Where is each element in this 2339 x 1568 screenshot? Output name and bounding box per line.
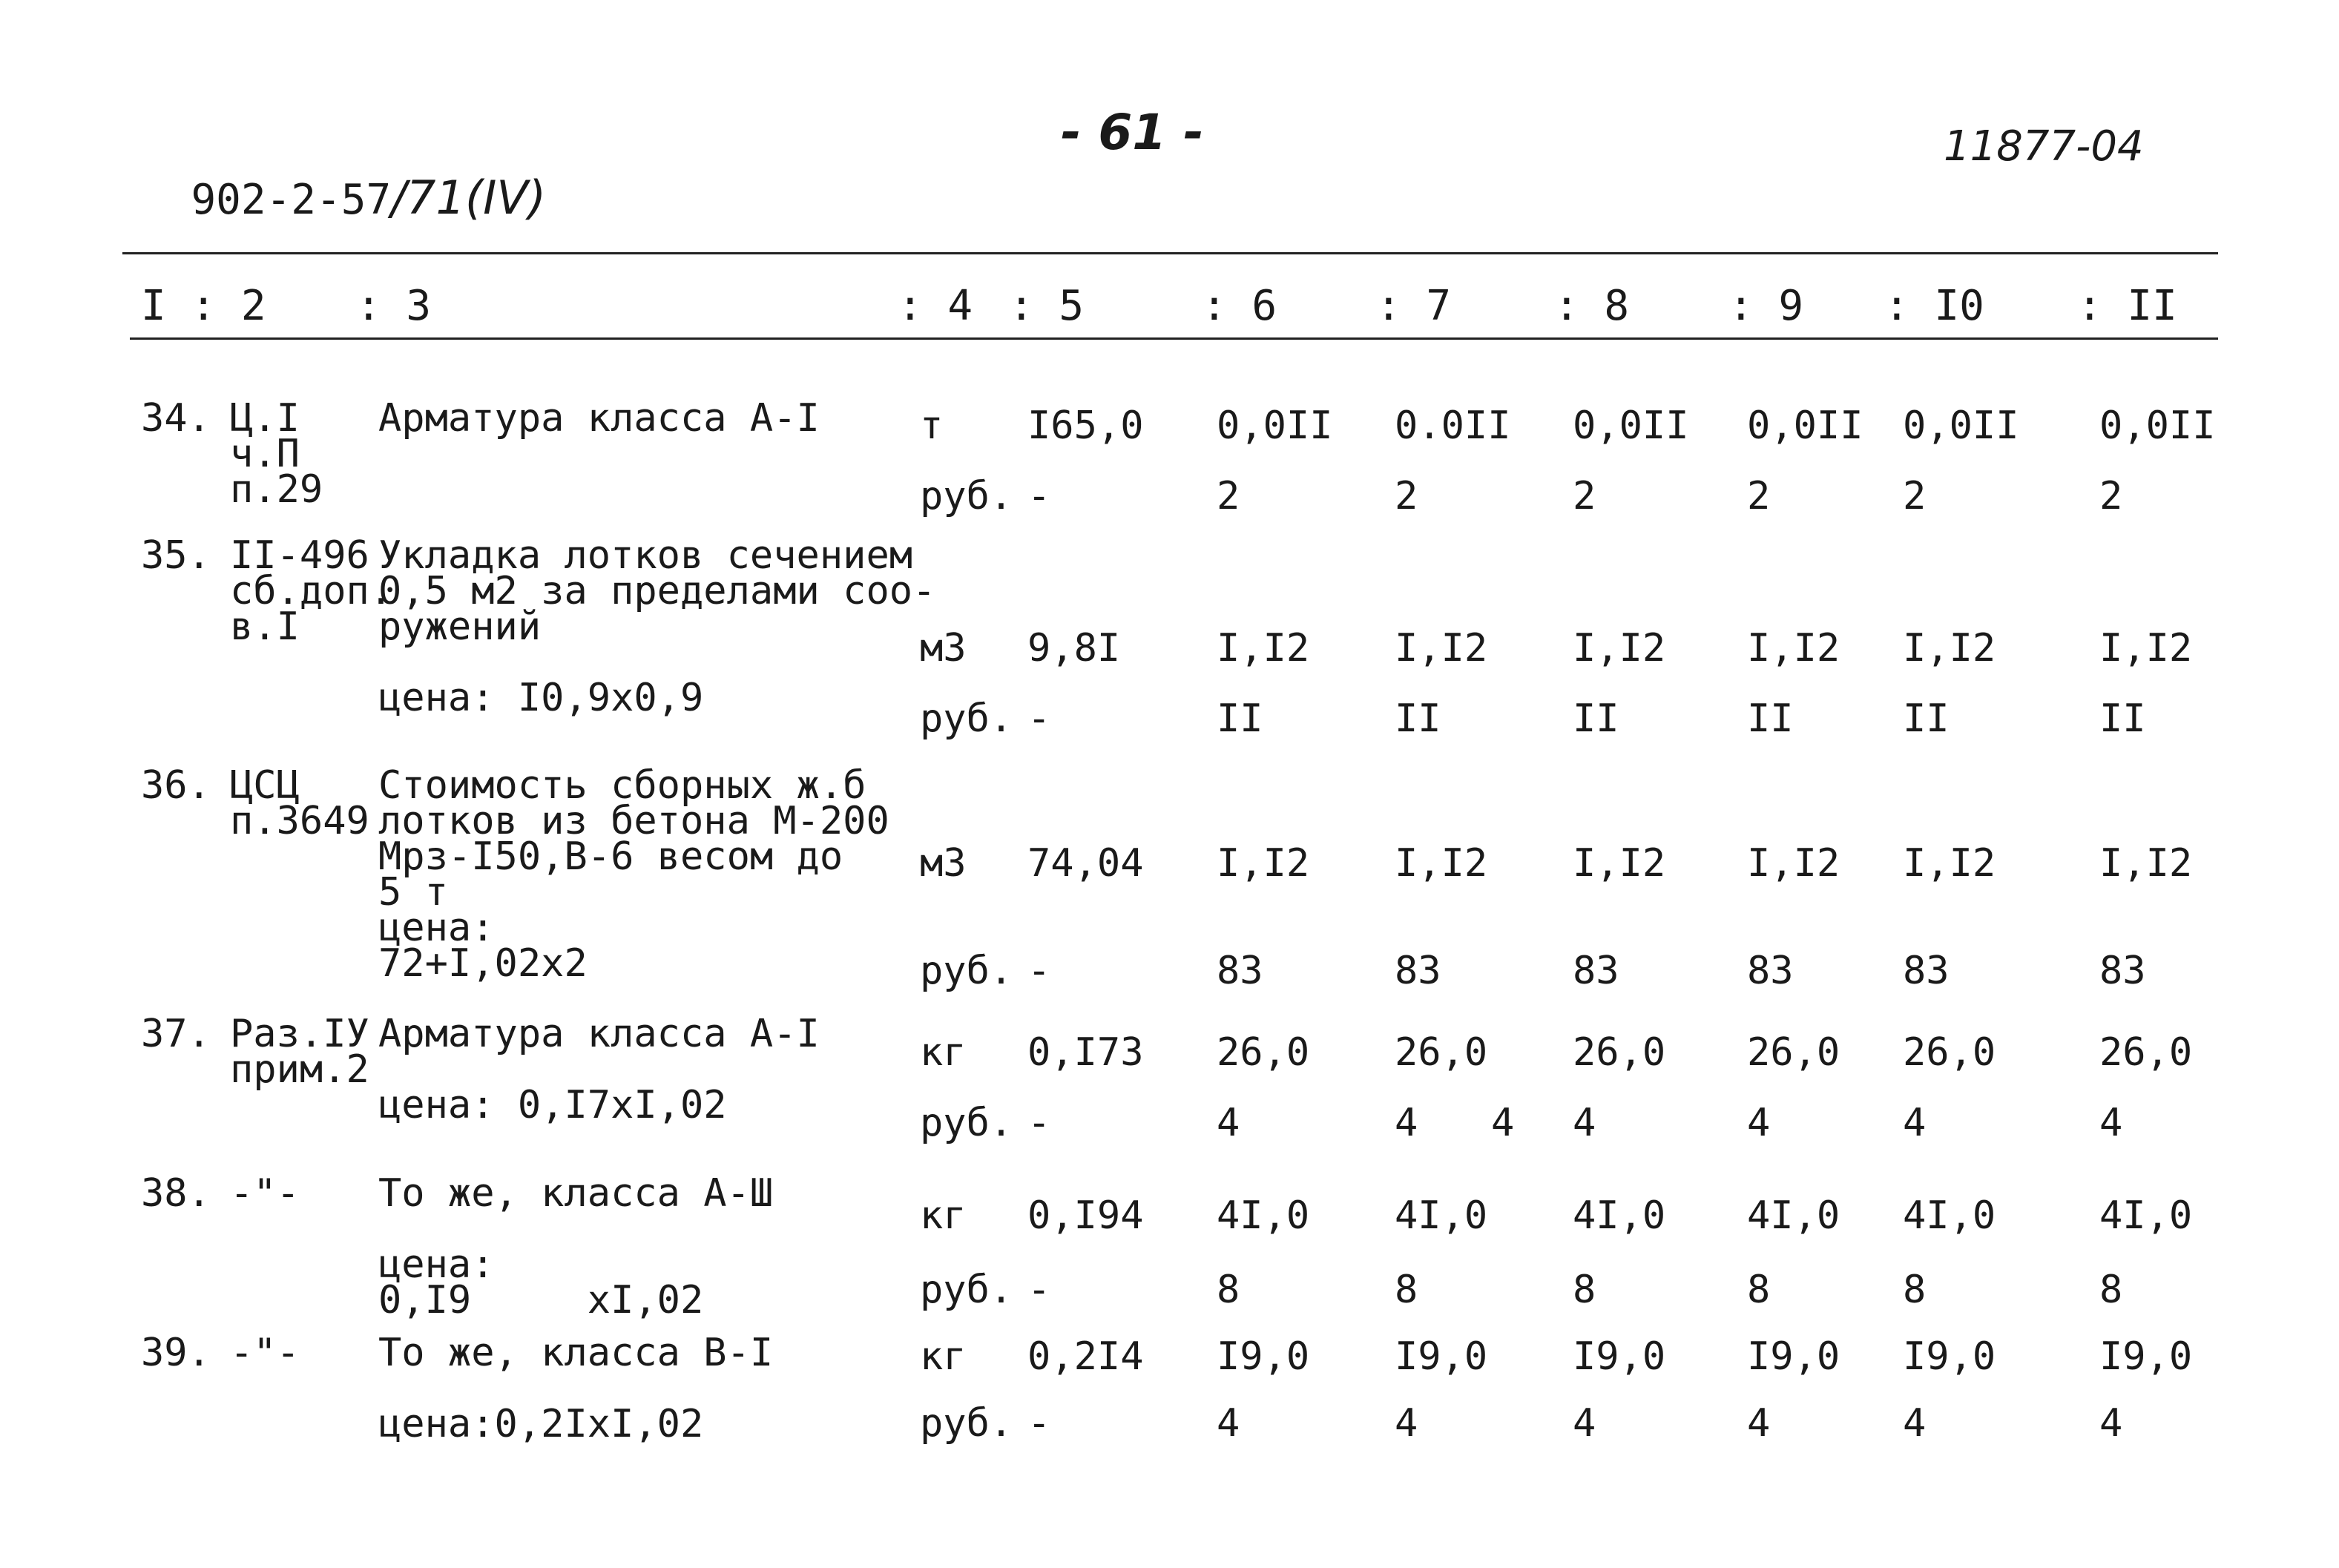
- description-line: Арматура класса А-I: [378, 1012, 820, 1056]
- value-cell: I,I2: [1747, 841, 1840, 886]
- value-cell: II: [1903, 696, 1950, 741]
- value-cell: 0,0II: [1573, 403, 1689, 448]
- reference-line: п.3649: [230, 799, 369, 843]
- row-number: 38.: [141, 1171, 211, 1216]
- reference-line: ч.П: [230, 432, 300, 476]
- description-line: цена: I0,9x0,9: [378, 676, 704, 720]
- value-cell: II: [2099, 696, 2146, 741]
- norm-cell: -: [1027, 1101, 1051, 1145]
- value-cell: 2: [1217, 474, 1240, 518]
- value-cell: 26,0: [1903, 1030, 1996, 1075]
- row-number: 39.: [141, 1331, 211, 1375]
- row-number: 36.: [141, 763, 211, 808]
- description-line: Стоимость сборных ж.б: [378, 763, 866, 808]
- reference-line: п.29: [230, 467, 323, 512]
- norm-cell: -: [1027, 474, 1051, 518]
- row-number: 34.: [141, 396, 211, 441]
- unit-cell: руб.: [920, 1268, 1013, 1312]
- value-cell: 83: [1217, 949, 1263, 993]
- stray-mark: 4: [1491, 1101, 1515, 1145]
- value-cell: 4: [1573, 1101, 1596, 1145]
- value-cell: I9,0: [1217, 1334, 1310, 1379]
- description-line: Укладка лотков сечением: [378, 533, 913, 578]
- norm-cell: 74,04: [1027, 841, 1144, 886]
- value-cell: I,I2: [2099, 841, 2193, 886]
- reference-line: Ц.I: [230, 396, 300, 441]
- column-header-5: : 5: [1009, 282, 1085, 330]
- value-cell: 8: [1217, 1268, 1240, 1312]
- value-cell: 2: [1395, 474, 1418, 518]
- description-line: 0,5 м2 за пределами соо-: [378, 569, 936, 613]
- value-cell: 83: [1747, 949, 1794, 993]
- value-cell: 4: [1217, 1401, 1240, 1446]
- reference-line: сб.доп.: [230, 569, 393, 613]
- value-cell: II: [1747, 696, 1794, 741]
- unit-cell: м3: [920, 626, 967, 671]
- value-cell: 0,0II: [1217, 403, 1333, 448]
- value-cell: 2: [1903, 474, 1927, 518]
- description-line: 5 т: [378, 870, 448, 915]
- value-cell: 8: [1903, 1268, 1927, 1312]
- reference-line: прим.2: [230, 1047, 369, 1092]
- value-cell: 0,0II: [1903, 403, 2019, 448]
- value-cell: II: [1573, 696, 1619, 741]
- value-cell: 4I,0: [1573, 1193, 1666, 1238]
- value-cell: I,I2: [1395, 841, 1488, 886]
- value-cell: 26,0: [1747, 1030, 1840, 1075]
- value-cell: I,I2: [1573, 626, 1666, 671]
- reference-number: 11877-04: [1944, 122, 2144, 171]
- unit-cell: м3: [920, 841, 967, 886]
- norm-cell: -: [1027, 1268, 1051, 1312]
- unit-cell: кг: [920, 1193, 967, 1238]
- norm-cell: 0,I94: [1027, 1193, 1144, 1238]
- norm-cell: -: [1027, 1401, 1051, 1446]
- reference-line: ЦСЦ: [230, 763, 300, 808]
- column-header-8: : 8: [1554, 282, 1630, 330]
- value-cell: I,I2: [2099, 626, 2193, 671]
- value-cell: 4I,0: [1903, 1193, 1996, 1238]
- value-cell: 4: [1217, 1101, 1240, 1145]
- unit-cell: кг: [920, 1030, 967, 1075]
- description-line: цена: 0,I7xI,02: [378, 1083, 727, 1127]
- value-cell: 2: [1573, 474, 1596, 518]
- document-code-printed: 902-2-57: [191, 176, 392, 224]
- reference-line: -"-: [230, 1171, 300, 1216]
- unit-cell: руб.: [920, 1101, 1013, 1145]
- unit-cell: руб.: [920, 696, 1013, 741]
- value-cell: 2: [2099, 474, 2123, 518]
- unit-cell: кг: [920, 1334, 967, 1379]
- value-cell: 4: [1903, 1101, 1927, 1145]
- value-cell: I,I2: [1395, 626, 1488, 671]
- value-cell: 26,0: [1573, 1030, 1666, 1075]
- value-cell: I9,0: [1573, 1334, 1666, 1379]
- reference-line: в.I: [230, 605, 300, 649]
- unit-cell: руб.: [920, 1401, 1013, 1446]
- value-cell: 4I,0: [1217, 1193, 1310, 1238]
- column-header-1-2: I : 2: [141, 282, 266, 330]
- value-cell: I,I2: [1217, 626, 1310, 671]
- value-cell: 4: [2099, 1101, 2123, 1145]
- norm-cell: 9,8I: [1027, 626, 1121, 671]
- value-cell: I9,0: [1747, 1334, 1840, 1379]
- value-cell: 4: [1903, 1401, 1927, 1446]
- row-number: 37.: [141, 1012, 211, 1056]
- value-cell: I9,0: [1395, 1334, 1488, 1379]
- description-line: цена:: [378, 906, 495, 950]
- reference-line: Раз.IУ: [230, 1012, 369, 1056]
- unit-cell: т: [920, 403, 944, 448]
- row-number: 35.: [141, 533, 211, 578]
- value-cell: 4I,0: [1747, 1193, 1840, 1238]
- column-header-3: : 3: [356, 282, 432, 330]
- description-line: цена:: [378, 1242, 495, 1287]
- column-header-9: : 9: [1728, 282, 1804, 330]
- unit-cell: руб.: [920, 474, 1013, 518]
- value-cell: I,I2: [1903, 841, 1996, 886]
- description-line: ружений: [378, 605, 542, 649]
- description-line: Арматура класса А-I: [378, 396, 820, 441]
- value-cell: 4: [1395, 1401, 1418, 1446]
- value-cell: I,I2: [1217, 841, 1310, 886]
- norm-cell: I65,0: [1027, 403, 1144, 448]
- value-cell: 4: [1395, 1101, 1418, 1145]
- value-cell: I,I2: [1573, 841, 1666, 886]
- value-cell: 26,0: [1395, 1030, 1488, 1075]
- value-cell: 8: [2099, 1268, 2123, 1312]
- value-cell: I,I2: [1903, 626, 1996, 671]
- value-cell: 2: [1747, 474, 1771, 518]
- value-cell: 8: [1573, 1268, 1596, 1312]
- page-number: - 61 -: [1061, 104, 1204, 161]
- value-cell: 26,0: [1217, 1030, 1310, 1075]
- value-cell: 26,0: [2099, 1030, 2193, 1075]
- description-line: лотков из бетона М-200: [378, 799, 889, 843]
- column-header-10: : I0: [1884, 282, 1984, 330]
- value-cell: 4: [1747, 1401, 1771, 1446]
- norm-cell: 0,I73: [1027, 1030, 1144, 1075]
- column-header-11: : II: [2077, 282, 2177, 330]
- column-header-4: : 4: [898, 282, 973, 330]
- value-cell: 4: [2099, 1401, 2123, 1446]
- value-cell: I9,0: [1903, 1334, 1996, 1379]
- description-line: Мрз-I50,В-6 весом до: [378, 834, 843, 879]
- norm-cell: 0,2I4: [1027, 1334, 1144, 1379]
- description-line: То же, класса А-Ш: [378, 1171, 774, 1216]
- value-cell: II: [1217, 696, 1263, 741]
- value-cell: I9,0: [2099, 1334, 2193, 1379]
- value-cell: 4I,0: [1395, 1193, 1488, 1238]
- norm-cell: -: [1027, 949, 1051, 993]
- reference-line: -"-: [230, 1331, 300, 1375]
- value-cell: 83: [1395, 949, 1441, 993]
- value-cell: 4: [1747, 1101, 1771, 1145]
- value-cell: II: [1395, 696, 1441, 741]
- description-line: То же, класса В-I: [378, 1331, 774, 1375]
- value-cell: I,I2: [1747, 626, 1840, 671]
- value-cell: 8: [1395, 1268, 1418, 1312]
- value-cell: 0,0II: [2099, 403, 2216, 448]
- unit-cell: руб.: [920, 949, 1013, 993]
- value-cell: 4: [1573, 1401, 1596, 1446]
- value-cell: 8: [1747, 1268, 1771, 1312]
- reference-line: II-496: [230, 533, 369, 578]
- value-cell: 83: [1573, 949, 1619, 993]
- value-cell: 4I,0: [2099, 1193, 2193, 1238]
- value-cell: 83: [1903, 949, 1950, 993]
- norm-cell: -: [1027, 696, 1051, 741]
- column-header-6: : 6: [1202, 282, 1277, 330]
- value-cell: 0.0II: [1395, 403, 1511, 448]
- description-line: 72+I,02x2: [378, 941, 588, 986]
- value-cell: 0,0II: [1747, 403, 1863, 448]
- description-line: цена:0,2IxI,02: [378, 1402, 704, 1446]
- column-header-7: : 7: [1376, 282, 1452, 330]
- value-cell: 83: [2099, 949, 2146, 993]
- document-code-handwritten: /71(IV): [391, 171, 547, 225]
- description-line: 0,I9 xI,02: [378, 1278, 704, 1322]
